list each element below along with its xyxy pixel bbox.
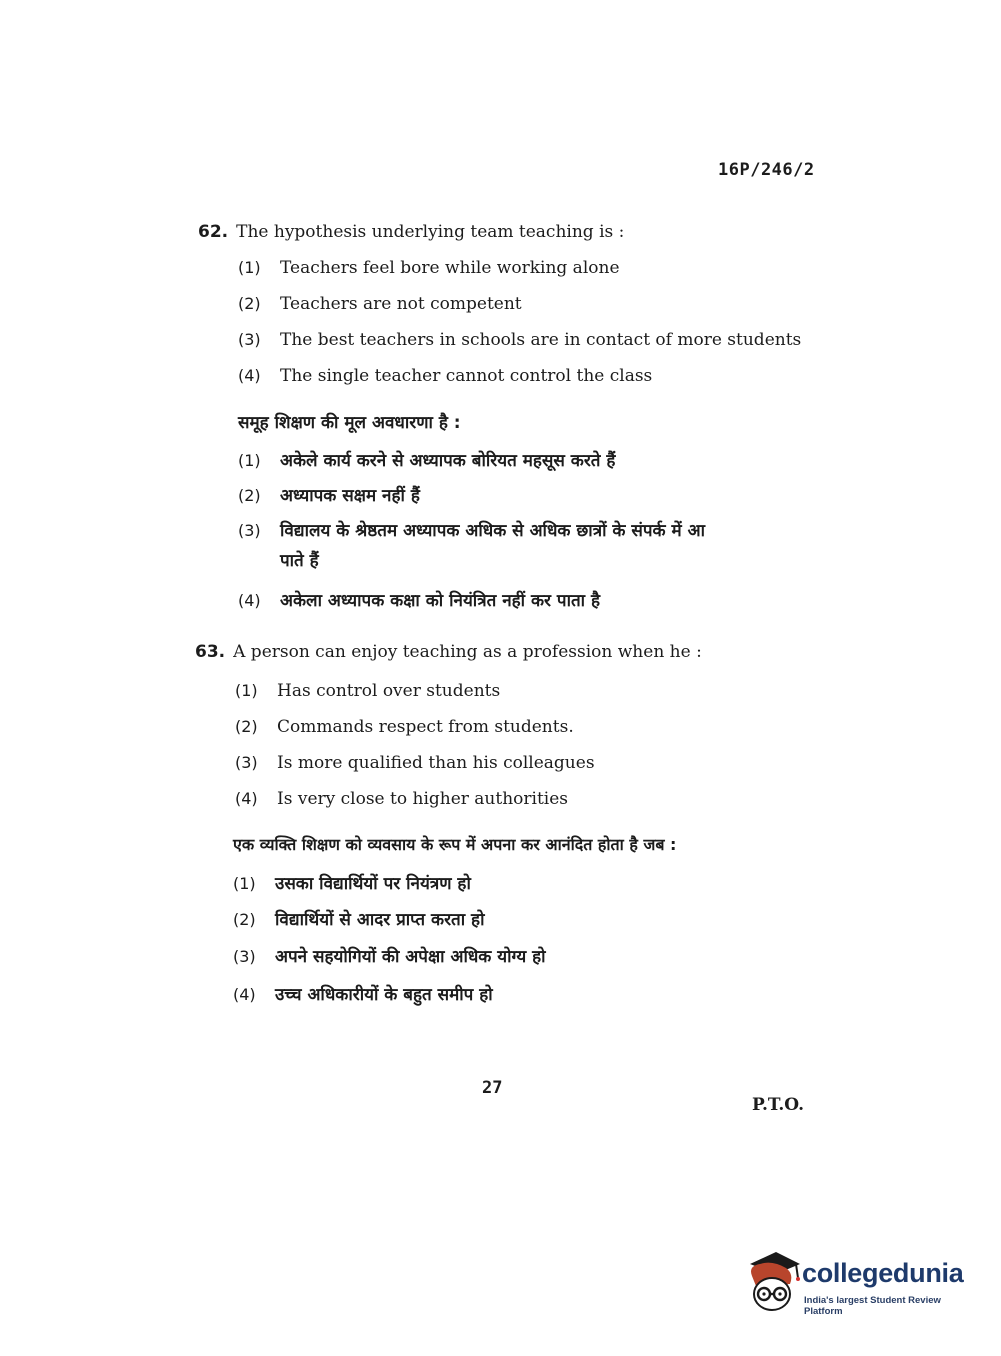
option-number: (3) (238, 521, 261, 540)
option-hi-4 (233, 982, 493, 1005)
question-63-stem-en (195, 642, 702, 662)
question-number: 62. (198, 222, 229, 242)
logo-name: collegedunia (802, 1258, 964, 1288)
option-en-3 (238, 330, 801, 350)
option-hi-1 (233, 871, 471, 894)
logo-tagline: India's largest Student Review Platform (804, 1295, 941, 1317)
page-number: 27 (482, 1078, 503, 1098)
option-number: (4) (238, 591, 261, 610)
option-number: (1) (238, 451, 261, 470)
option-text: Is more qualified than his colleagues (277, 753, 595, 773)
option-number: (2) (238, 294, 261, 313)
option-hi-2 (238, 483, 420, 506)
option-hi-1 (238, 448, 615, 471)
option-number: (1) (235, 681, 258, 700)
option-text: Teachers feel bore while working alone (280, 258, 620, 278)
paper-code: 16P/246/2 (718, 160, 815, 180)
option-number: (4) (235, 789, 258, 808)
question-62-stem-hi: समूह शिक्षण की मूल अवधारणा है : (238, 413, 461, 433)
question-number: 63. (195, 642, 226, 662)
option-text: विद्यार्थियों से आदर प्राप्त करता हो (275, 910, 485, 930)
option-en-1 (238, 258, 620, 278)
collegedunia-logo (742, 1250, 972, 1320)
option-hi-3 (233, 944, 546, 967)
option-number: (2) (235, 717, 258, 736)
option-en-2 (238, 294, 522, 314)
option-number: (3) (235, 753, 258, 772)
option-number: (2) (238, 486, 261, 505)
option-text: Is very close to higher authorities (277, 789, 569, 809)
option-number: (3) (233, 947, 256, 966)
pto-label: P.T.O. (752, 1095, 804, 1115)
option-text: Has control over students (277, 681, 501, 701)
option-en-3 (235, 753, 595, 773)
option-text: The single teacher cannot control the class (280, 366, 653, 386)
option-number: (2) (233, 910, 256, 929)
option-text: Teachers are not competent (280, 294, 522, 314)
option-en-1 (235, 681, 500, 701)
option-hi-3-continuation: पाते हैं (280, 551, 319, 571)
option-text: विद्यालय के श्रेष्ठतम अध्यापक अधिक से अधिक छात्रों के संपर्क में आ (280, 521, 705, 541)
option-text: अकेला अध्यापक कक्षा को नियंत्रित नहीं कर पाता है (280, 591, 601, 611)
question-text: A person can enjoy teaching as a profession when he : (233, 642, 702, 662)
question-text: The hypothesis underlying team teaching is : (236, 222, 625, 242)
option-hi-4 (238, 588, 600, 611)
question-63-stem-hi: एक व्यक्ति शिक्षण को व्यवसाय के रूप में अपना कर आनंदित होता है जब : (233, 835, 677, 854)
option-number: (4) (238, 366, 261, 385)
option-text: अपने सहयोगियों की अपेक्षा अधिक योग्य हो (275, 947, 546, 967)
question-62-stem-en (198, 222, 624, 242)
option-text: उच्च अधिकारीयों के बहुत समीप हो (275, 985, 493, 1005)
option-text: उसका विद्यार्थियों पर नियंत्रण हो (275, 874, 471, 894)
option-number: (4) (233, 985, 256, 1004)
option-text: The best teachers in schools are in contact of more students (280, 330, 802, 350)
option-number: (1) (238, 258, 261, 277)
option-number: (3) (238, 330, 261, 349)
option-text: Commands respect from students. (277, 717, 574, 737)
option-en-2 (235, 717, 574, 737)
option-en-4 (238, 366, 652, 386)
option-number: (1) (233, 874, 256, 893)
option-hi-2 (233, 907, 484, 930)
option-hi-3 (238, 518, 705, 541)
option-en-4 (235, 789, 568, 809)
option-text: अध्यापक सक्षम नहीं हैं (280, 486, 420, 506)
mascot-icon (742, 1250, 802, 1316)
option-text: अकेले कार्य करने से अध्यापक बोरियत महसूस करते हैं (280, 451, 616, 471)
